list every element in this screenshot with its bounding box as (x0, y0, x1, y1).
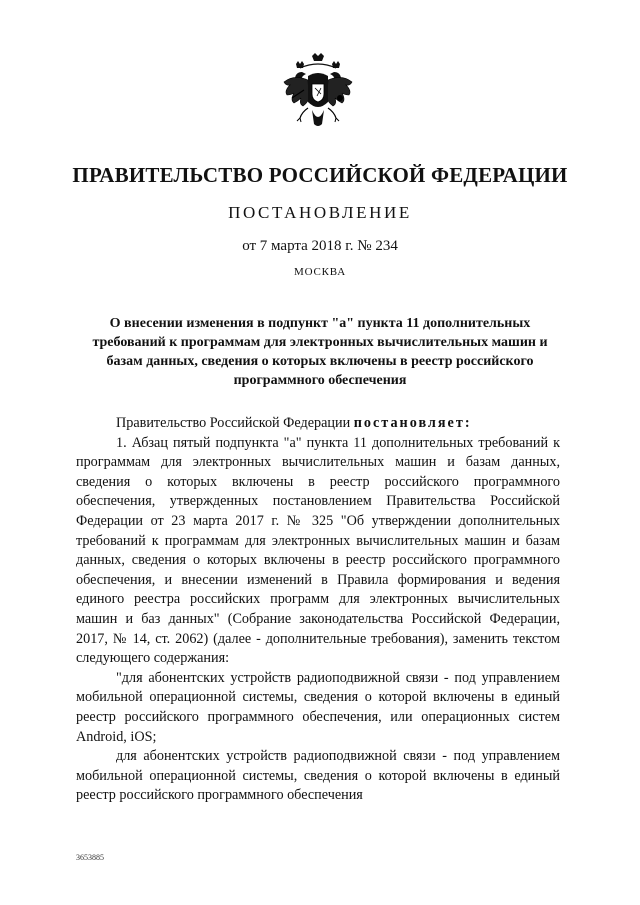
document-body (76, 414, 560, 806)
intro-text: Правительство Российской Федерации (116, 415, 354, 431)
organization-title: ПРАВИТЕЛЬСТВО РОССИЙСКОЙ ФЕДЕРАЦИИ (72, 163, 568, 187)
quote-paragraph-1: "для абонентских устройств радиоподвижной связи - под управлением мобильной операционной системы, сведения о которой включены в единый реестр российского программного обеспечения, или операционных систем Android, iOS; (76, 669, 560, 745)
document-type: ПОСТАНОВЛЕНИЕ (228, 203, 412, 222)
paragraph-1: 1. Абзац пятый подпункта "а" пункта 11 дополнительных требований к программам для электронных вычислительных машин и базам данных, сведения о которых включены в реестр российского программного обеспечения, утвержденных постановлением Правительства Российской Федерации от 23 марта 2017 г. № 325 "Об утверждении дополнительных требований к программам для электронных вычислительных машин и базам данных, сведения о которых включены в реестр российского программного обеспечения, и внесении изменений в Правила формирования и ведения единого реестра российских программ для электронных вычислительных машин и баз данных" (Собрание законодательства Российской Федерации, 2017, № 14, ст. 2062) (далее - дополнительные требования), заменить текстом следующего содержания: (76, 434, 560, 667)
date-and-number: от 7 марта 2018 г. № 234 (242, 238, 398, 254)
quote-paragraph-2: для абонентских устройств радиоподвижной связи - под управлением мобильной операционной системы, сведения о которой включены в единый реестр российского программного обеспечения (76, 748, 560, 804)
intro-paragraph (76, 414, 560, 434)
city: МОСКВА (294, 266, 346, 278)
document-number-footer: 3653885 (76, 853, 104, 862)
coat-of-arms-icon (278, 52, 358, 142)
document-subject: О внесении изменения в подпункт "а" пункта 11 дополнительных требований к программам для электронных вычислительных машин и базам данных, сведения о которых включены в реестр российского программного обеспечения (92, 316, 548, 388)
decree-word: постановляет: (353, 415, 472, 431)
